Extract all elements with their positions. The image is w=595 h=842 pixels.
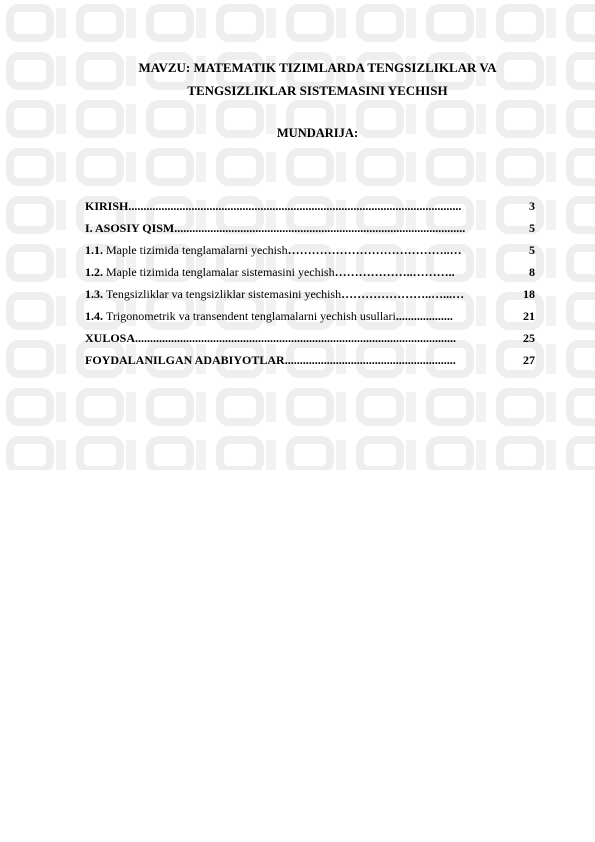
toc-entry-kirish — [85, 199, 535, 221]
toc-entry-number: 1.1. — [85, 243, 103, 257]
toc-leader: ………………..……….. — [334, 265, 455, 279]
toc-entry-1-2 — [85, 265, 535, 287]
toc-entry-1-4 — [85, 309, 535, 331]
toc-entry-number: 1.2. — [85, 265, 103, 279]
toc-page-number: 3 — [529, 199, 535, 213]
toc-page-number: 5 — [529, 221, 535, 235]
toc-page-number: 8 — [529, 265, 535, 279]
toc-leader: ............................................................................................................... — [128, 199, 462, 213]
toc-entry-title: XULOSA — [85, 331, 136, 345]
toc-entry-title: FOYDALANILGAN ADABIYOTLAR — [85, 353, 285, 367]
toc-page-number: 25 — [523, 331, 535, 345]
toc-entry-foydalanilgan-adabiyotlar — [85, 353, 535, 375]
toc-page-number: 27 — [523, 353, 535, 367]
toc-entry-title: Maple tizimida tenglamalar sistemasini yechish — [106, 265, 335, 279]
document-title — [60, 56, 575, 102]
toc-entry-title: I. ASOSIY QISM — [85, 221, 175, 235]
toc-page-number: 21 — [523, 309, 535, 323]
toc-leader: ................... — [395, 309, 453, 323]
toc-entry-number: 1.4. — [85, 309, 103, 323]
toc-leader: ........................................................................................................... — [135, 331, 457, 345]
toc-entry-xulosa — [85, 331, 535, 353]
toc-leader: …………………………………..… — [287, 243, 462, 257]
toc-page-number: 5 — [529, 243, 535, 257]
toc-entry-asosiy-qism — [85, 221, 535, 243]
toc-leader: ......................................................... — [284, 353, 456, 367]
title-line-2: TENGSIZLIKLAR SISTEMASINI YECHISH — [187, 83, 448, 98]
toc-leader: …………………..…...… — [341, 287, 465, 301]
table-of-contents — [85, 199, 535, 375]
toc-entry-title: KIRISH — [85, 199, 129, 213]
toc-entry-number: 1.3. — [85, 287, 103, 301]
toc-entry-1-1 — [85, 243, 535, 265]
toc-entry-1-3 — [85, 287, 535, 309]
toc-entry-title: Trigonometrik va transendent tenglamalarni yechish usullari — [106, 309, 396, 323]
contents-heading: MUNDARIJA: — [276, 126, 359, 140]
title-line-1: MAVZU: MATEMATIK TIZIMLARDA TENGSIZLIKLAR VA — [138, 60, 497, 75]
toc-entry-title: Maple tizimida tenglamalarni yechish — [106, 243, 288, 257]
toc-leader: ................................................................................................. — [174, 221, 466, 235]
toc-page-number: 18 — [523, 287, 535, 301]
toc-entry-title: Tengsizliklar va tengsizliklar sistemasini yechish — [106, 287, 342, 301]
